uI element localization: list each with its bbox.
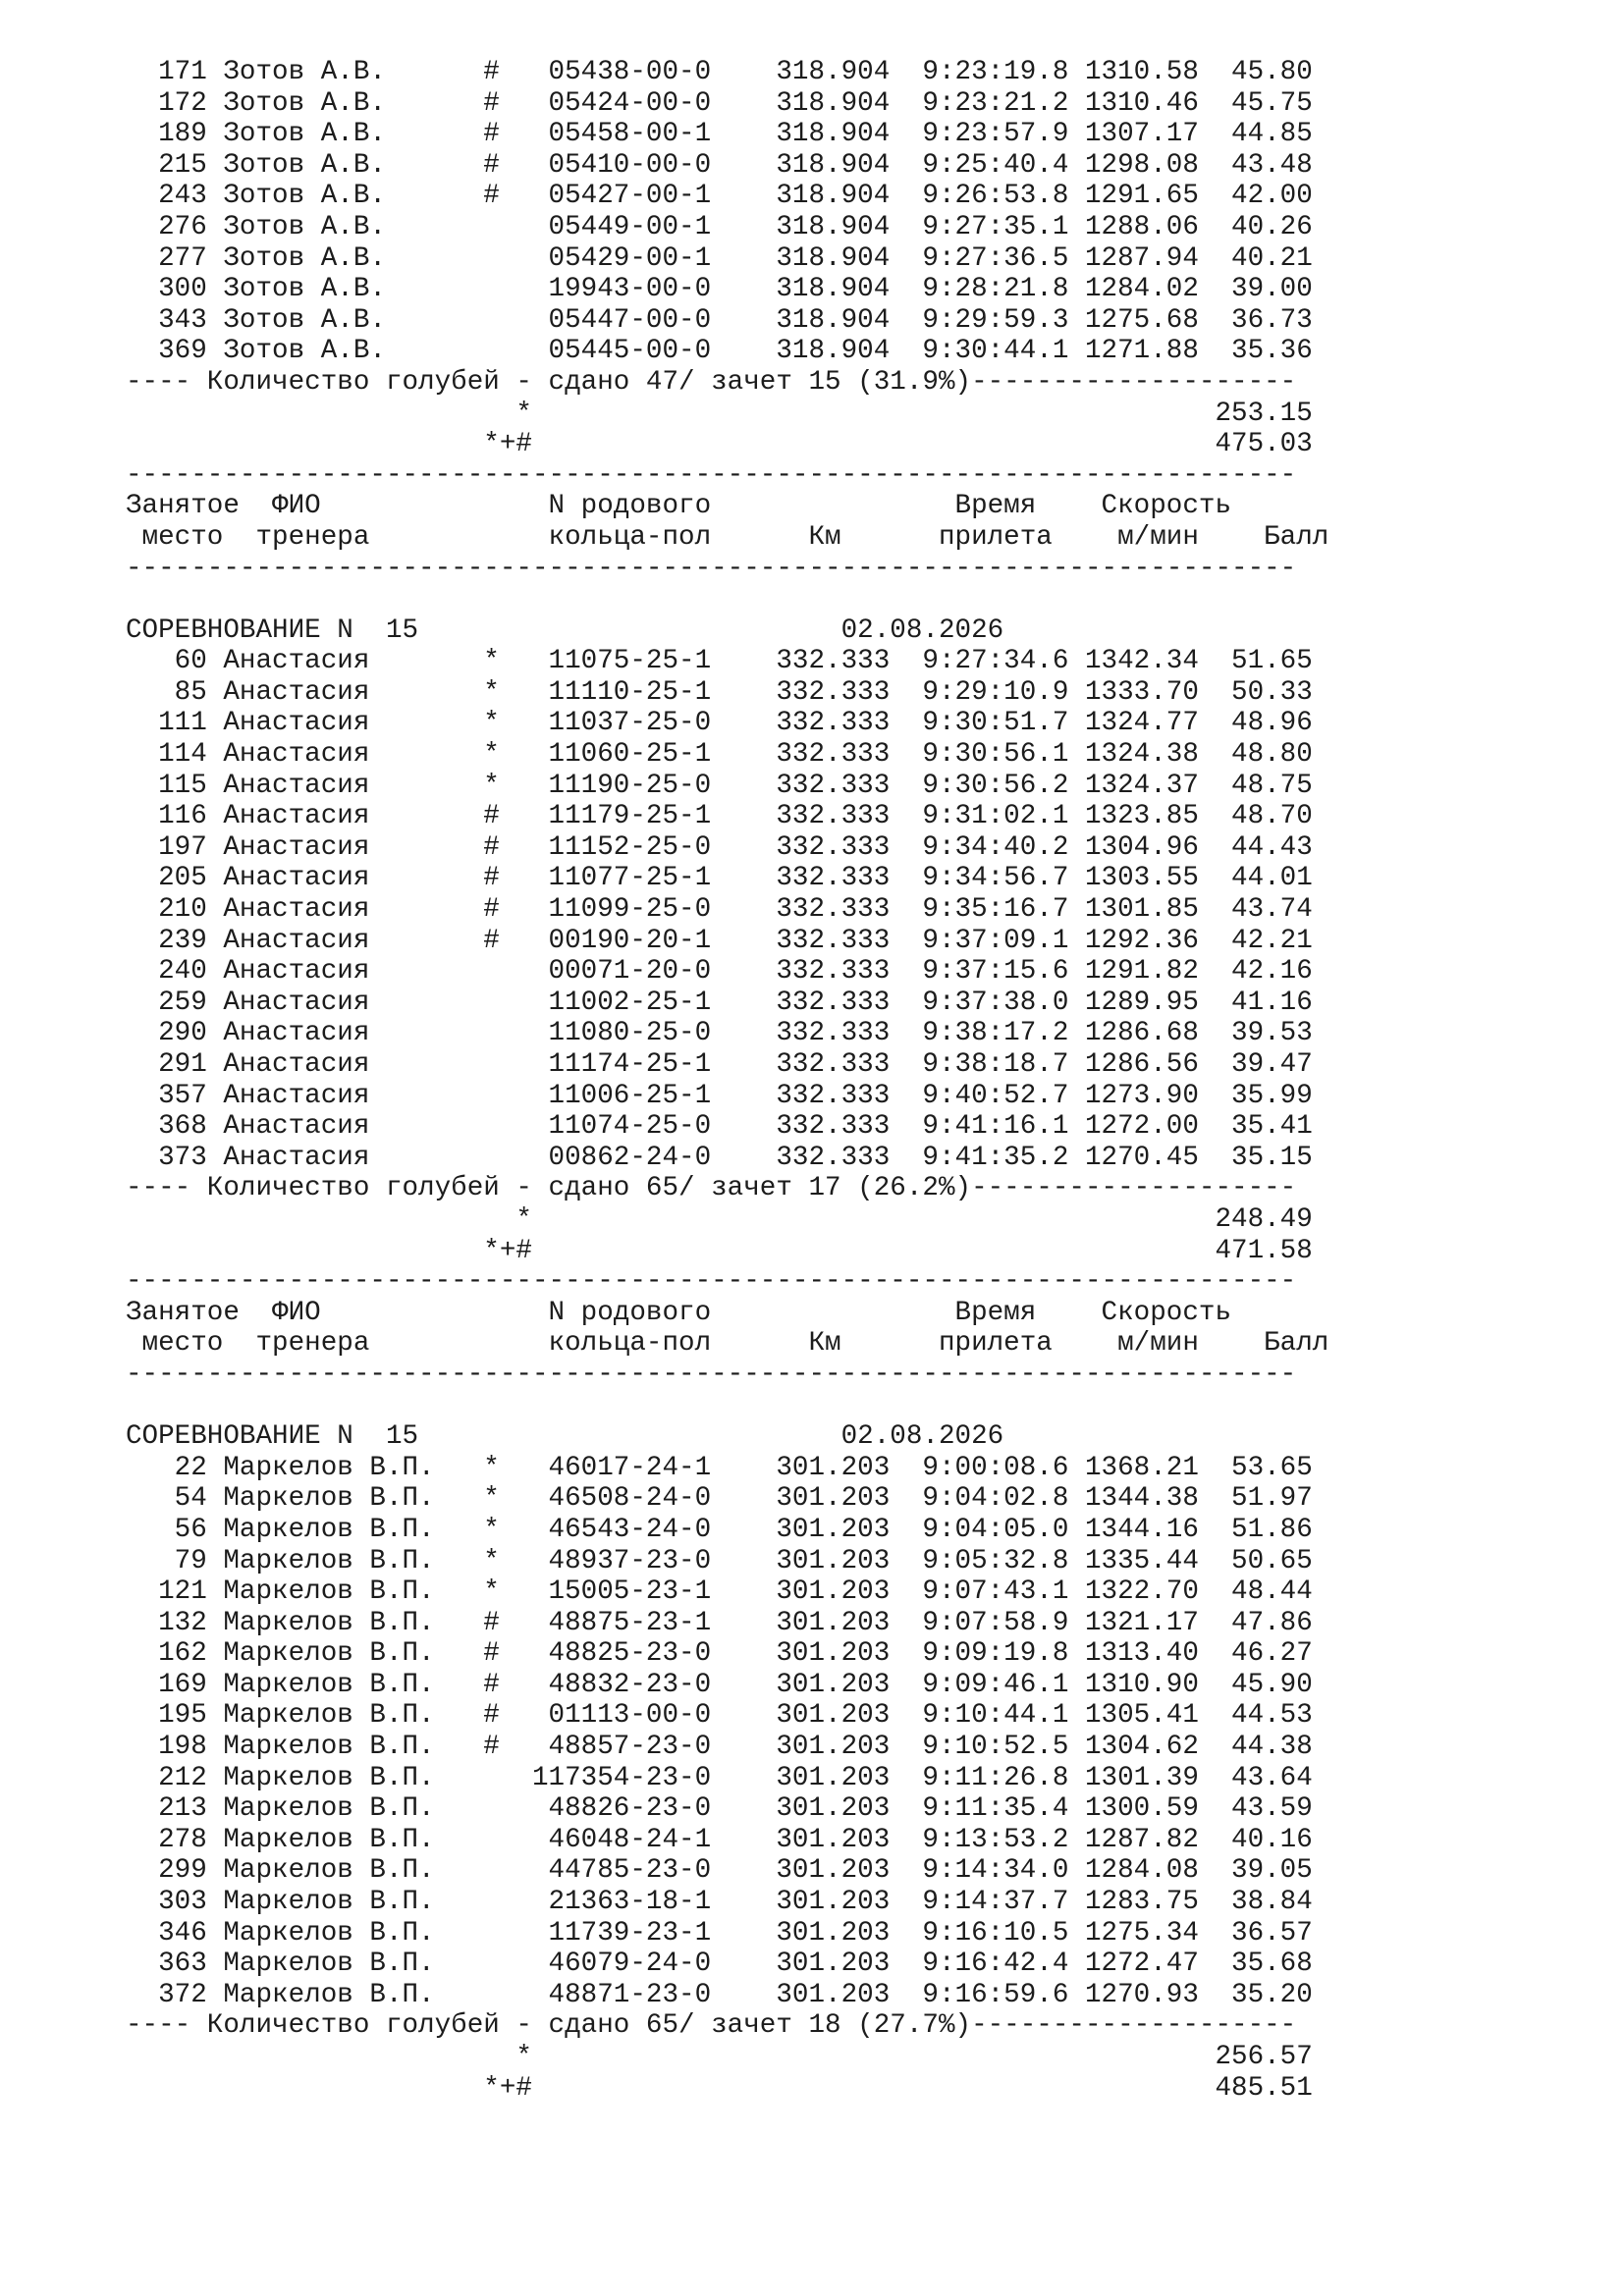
result-row: 239 Анастасия # 00190-20-1 332.333 9:37:09.1 1292.36 42.21 bbox=[126, 925, 1313, 956]
separator-line: ------------------------------------------------------------------------ bbox=[126, 553, 1297, 584]
result-row: 56 Маркелов В.П. * 46543-24-0 301.203 9:04:05.0 1344.16 51.86 bbox=[126, 1514, 1313, 1545]
result-row: 276 Зотов А.В. 05449-00-1 318.904 9:27:35.1 1288.06 40.26 bbox=[126, 211, 1313, 242]
column-header-line: место тренера кольца-пол Км прилета м/мин Балл bbox=[126, 521, 1329, 553]
result-row: 79 Маркелов В.П. * 48937-23-0 301.203 9:05:32.8 1335.44 50.65 bbox=[126, 1545, 1313, 1576]
result-row: 189 Зотов А.В. # 05458-00-1 318.904 9:23:57.9 1307.17 44.85 bbox=[126, 119, 1313, 150]
result-row: 169 Маркелов В.П. # 48832-23-0 301.203 9:09:46.1 1310.90 45.90 bbox=[126, 1669, 1313, 1700]
column-header-line: Занятое ФИО N родового Время Скорость bbox=[126, 1297, 1232, 1328]
result-row: 60 Анастасия * 11075-25-1 332.333 9:27:34.6 1342.34 51.65 bbox=[126, 646, 1313, 677]
result-row: 300 Зотов А.В. 19943-00-0 318.904 9:28:21.8 1284.02 39.00 bbox=[126, 274, 1313, 305]
result-row: 240 Анастасия 00071-20-0 332.333 9:37:15.6 1291.82 42.16 bbox=[126, 956, 1313, 988]
total-line: *+# 475.03 bbox=[126, 429, 1313, 460]
result-row: 369 Зотов А.В. 05445-00-0 318.904 9:30:44.1 1271.88 35.36 bbox=[126, 336, 1313, 367]
result-row: 22 Маркелов В.П. * 46017-24-1 301.203 9:00:08.6 1368.21 53.65 bbox=[126, 1452, 1313, 1483]
total-line: * 256.57 bbox=[126, 2042, 1313, 2072]
result-row: 368 Анастасия 11074-25-0 332.333 9:41:16.1 1272.00 35.41 bbox=[126, 1111, 1313, 1143]
result-row: 373 Анастасия 00862-24-0 332.333 9:41:35.2 1270.45 35.15 bbox=[126, 1142, 1313, 1173]
summary-line: ---- Количество голубей - сдано 65/ зачет 18 (27.7%)-------------------- bbox=[126, 2010, 1297, 2042]
result-row: 54 Маркелов В.П. * 46508-24-0 301.203 9:04:02.8 1344.38 51.97 bbox=[126, 1483, 1313, 1515]
separator-line: ------------------------------------------------------------------------ bbox=[126, 459, 1297, 491]
summary-line: ---- Количество голубей - сдано 65/ зачет 17 (26.2%)-------------------- bbox=[126, 1173, 1297, 1204]
separator-line: ------------------------------------------------------------------------ bbox=[126, 1359, 1297, 1390]
result-row: 212 Маркелов В.П. 117354-23-0 301.203 9:11:26.8 1301.39 43.64 bbox=[126, 1762, 1313, 1793]
competition-header: СОРЕВНОВАНИЕ N 15 02.08.2026 bbox=[126, 614, 1004, 646]
result-row: 198 Маркелов В.П. # 48857-23-0 301.203 9:10:52.5 1304.62 44.38 bbox=[126, 1732, 1313, 1763]
summary-line: ---- Количество голубей - сдано 47/ зачет 15 (31.9%)-------------------- bbox=[126, 366, 1297, 398]
total-line: *+# 485.51 bbox=[126, 2072, 1313, 2104]
results-document bbox=[126, 57, 1328, 2104]
result-row: 114 Анастасия * 11060-25-1 332.333 9:30:56.1 1324.38 48.80 bbox=[126, 739, 1313, 771]
separator-line: ------------------------------------------------------------------------ bbox=[126, 1266, 1297, 1298]
result-row: 210 Анастасия # 11099-25-0 332.333 9:35:16.7 1301.85 43.74 bbox=[126, 894, 1313, 926]
result-row: 291 Анастасия 11174-25-1 332.333 9:38:18.7 1286.56 39.47 bbox=[126, 1049, 1313, 1080]
total-line: *+# 471.58 bbox=[126, 1235, 1313, 1266]
result-row: 363 Маркелов В.П. 46079-24-0 301.203 9:16:42.4 1272.47 35.68 bbox=[126, 1949, 1313, 1980]
column-header-line: Занятое ФИО N родового Время Скорость bbox=[126, 491, 1232, 522]
result-row: 357 Анастасия 11006-25-1 332.333 9:40:52.7 1273.90 35.99 bbox=[126, 1080, 1313, 1111]
result-row: 346 Маркелов В.П. 11739-23-1 301.203 9:16:10.5 1275.34 36.57 bbox=[126, 1917, 1313, 1949]
total-line: * 253.15 bbox=[126, 398, 1313, 429]
result-row: 116 Анастасия # 11179-25-1 332.333 9:31:02.1 1323.85 48.70 bbox=[126, 801, 1313, 832]
result-row: 205 Анастасия # 11077-25-1 332.333 9:34:56.7 1303.55 44.01 bbox=[126, 863, 1313, 894]
result-row: 132 Маркелов В.П. # 48875-23-1 301.203 9:07:58.9 1321.17 47.86 bbox=[126, 1607, 1313, 1638]
result-row: 259 Анастасия 11002-25-1 332.333 9:37:38.0 1289.95 41.16 bbox=[126, 987, 1313, 1018]
blank-line bbox=[126, 584, 1328, 615]
blank-line bbox=[126, 1391, 1328, 1422]
result-row: 343 Зотов А.В. 05447-00-0 318.904 9:29:59.3 1275.68 36.73 bbox=[126, 304, 1313, 336]
result-row: 372 Маркелов В.П. 48871-23-0 301.203 9:16:59.6 1270.93 35.20 bbox=[126, 1979, 1313, 2010]
result-row: 197 Анастасия # 11152-25-0 332.333 9:34:40.2 1304.96 44.43 bbox=[126, 831, 1313, 863]
result-row: 277 Зотов А.В. 05429-00-1 318.904 9:27:36.5 1287.94 40.21 bbox=[126, 242, 1313, 274]
result-row: 162 Маркелов В.П. # 48825-23-0 301.203 9:09:19.8 1313.40 46.27 bbox=[126, 1638, 1313, 1670]
result-row: 215 Зотов А.В. # 05410-00-0 318.904 9:25:40.4 1298.08 43.48 bbox=[126, 149, 1313, 181]
result-row: 303 Маркелов В.П. 21363-18-1 301.203 9:14:37.7 1283.75 38.84 bbox=[126, 1887, 1313, 1918]
result-row: 85 Анастасия * 11110-25-1 332.333 9:29:10.9 1333.70 50.33 bbox=[126, 676, 1313, 708]
result-row: 121 Маркелов В.П. * 15005-23-1 301.203 9:07:43.1 1322.70 48.44 bbox=[126, 1576, 1313, 1608]
total-line: * 248.49 bbox=[126, 1203, 1313, 1235]
result-row: 213 Маркелов В.П. 48826-23-0 301.203 9:11:35.4 1300.59 43.59 bbox=[126, 1793, 1313, 1825]
result-row: 111 Анастасия * 11037-25-0 332.333 9:30:51.7 1324.77 48.96 bbox=[126, 708, 1313, 739]
column-header-line: место тренера кольца-пол Км прилета м/мин Балл bbox=[126, 1328, 1329, 1360]
result-row: 172 Зотов А.В. # 05424-00-0 318.904 9:23:21.2 1310.46 45.75 bbox=[126, 87, 1313, 119]
result-row: 115 Анастасия * 11190-25-0 332.333 9:30:56.2 1324.37 48.75 bbox=[126, 770, 1313, 801]
result-row: 278 Маркелов В.П. 46048-24-1 301.203 9:13:53.2 1287.82 40.16 bbox=[126, 1824, 1313, 1855]
result-row: 243 Зотов А.В. # 05427-00-1 318.904 9:26:53.8 1291.65 42.00 bbox=[126, 181, 1313, 212]
result-row: 299 Маркелов В.П. 44785-23-0 301.203 9:14:34.0 1284.08 39.05 bbox=[126, 1855, 1313, 1887]
result-row: 195 Маркелов В.П. # 01113-00-0 301.203 9:10:44.1 1305.41 44.53 bbox=[126, 1700, 1313, 1732]
competition-header: СОРЕВНОВАНИЕ N 15 02.08.2026 bbox=[126, 1421, 1004, 1453]
result-row: 171 Зотов А.В. # 05438-00-0 318.904 9:23:19.8 1310.58 45.80 bbox=[126, 57, 1313, 87]
result-row: 290 Анастасия 11080-25-0 332.333 9:38:17.2 1286.68 39.53 bbox=[126, 1018, 1313, 1049]
